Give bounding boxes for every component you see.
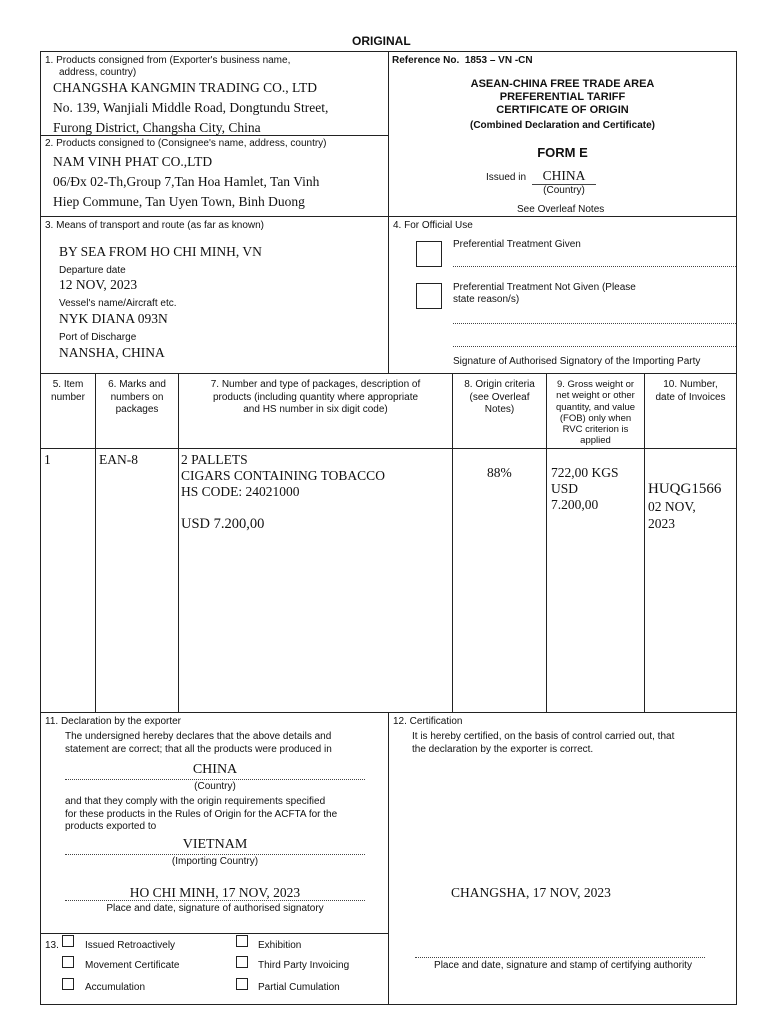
vessel-name: NYK DIANA 093N [59, 311, 168, 326]
col-description: 7. Number and type of packages, description of products (including quantity where appropriate and HS number in six digit code) [210, 379, 421, 415]
declaration-text-2: and that they comply with the origin requirements specified for these products in the Rules of Origin for the ACFTA for the products exported to [65, 796, 338, 832]
issued-in-label: Issued in [486, 172, 527, 183]
accumulation-checkbox[interactable] [62, 978, 74, 990]
third-party-invoicing-checkbox[interactable] [236, 956, 248, 968]
item-number: 1 [44, 452, 51, 467]
partial-cumulation-label: Partial Cumulation [258, 982, 340, 993]
country-caption: (Country) [194, 781, 236, 792]
issued-retroactively-label: Issued Retroactively [85, 940, 176, 951]
cert-title-1: ASEAN-CHINA FREE TRADE AREA [470, 78, 655, 90]
treatment-not-given-label-2: state reason/s) [453, 294, 520, 305]
box1-label-1: 1. Products consigned from (Exporter's business name, [45, 55, 291, 66]
cert-title-3: CERTIFICATE OF ORIGIN [496, 104, 629, 116]
col-marks: 6. Marks and numbers on packages [108, 379, 166, 415]
reference-number: 1853 – VN -CN [464, 55, 533, 66]
issued-retroactively-checkbox[interactable] [62, 935, 74, 947]
exporter-name: CHANGSHA KANGMIN TRADING CO., LTD [53, 80, 318, 95]
invoice-number: HUQG1566 [648, 481, 722, 497]
certification-text: It is hereby certified, on the basis of control carried out, that the declaration by the exporter is correct. [412, 731, 675, 755]
exporter-signature-caption: Place and date, signature of authorised signatory [106, 903, 324, 914]
importing-country: VIETNAM [182, 837, 248, 852]
issued-in-country: CHINA [542, 168, 586, 183]
importing-country-caption: (Importing Country) [171, 856, 259, 867]
partial-cumulation-checkbox[interactable] [236, 978, 248, 990]
box2-label: 2. Products consigned to (Consignee's name, address, country) [45, 138, 327, 149]
form-e-title: FORM E [537, 145, 588, 160]
accumulation-label: Accumulation [85, 982, 146, 993]
importing-signature-label: Signature of Authorised Signatory of the Importing Party [453, 356, 701, 367]
vessel-label: Vessel's name/Aircraft etc. [59, 298, 177, 309]
box11-label: 11. Declaration by the exporter [45, 716, 182, 727]
treatment-not-given-label-1: Preferential Treatment Not Given (Please [453, 282, 636, 293]
issued-country-caption: (Country) [543, 185, 585, 196]
third-party-invoicing-label: Third Party Invoicing [258, 960, 350, 971]
gross-weight-value: 722,00 KGS USD 7.200,00 [551, 465, 619, 512]
treatment-given-label: Preferential Treatment Given [453, 239, 581, 250]
certifier-signature-caption: Place and date, signature and stamp of certifying authority [434, 960, 692, 971]
overleaf-notes: See Overleaf Notes [517, 204, 605, 215]
box4-label: 4. For Official Use [393, 220, 473, 231]
port-label: Port of Discharge [59, 332, 137, 343]
box12-label: 12. Certification [393, 716, 463, 727]
consignee-address-2: Hiep Commune, Tan Uyen Town, Binh Duong [53, 194, 305, 209]
declaration-text-1: The undersigned hereby declares that the above details and statement are correct; that all the products were produced in [65, 731, 332, 755]
departure-label: Departure date [59, 265, 126, 276]
departure-date: 12 NOV, 2023 [59, 277, 138, 292]
treatment-not-given-checkbox[interactable] [416, 283, 442, 309]
col-weight-value: 9. Gross weight or net weight or other quantity, and value (FOB) only when RVC criterion is applied [555, 379, 636, 447]
certifier-place-date: CHANGSHA, 17 NOV, 2023 [451, 885, 611, 900]
invoice-date: 02 NOV, 2023 [648, 499, 696, 531]
col-origin-criteria: 8. Origin criteria (see Overleaf Notes) [464, 379, 535, 415]
treatment-given-checkbox[interactable] [416, 241, 442, 267]
exhibition-label: Exhibition [258, 940, 302, 951]
consignee-name: NAM VINH PHAT CO.,LTD [53, 154, 213, 169]
port-of-discharge: NANSHA, CHINA [59, 345, 165, 360]
box3-label: 3. Means of transport and route (as far as known) [45, 220, 264, 231]
reference-label: Reference No. [392, 55, 460, 66]
page-title: ORIGINAL [352, 34, 411, 48]
exporter-address-1: No. 139, Wanjiali Middle Road, Dongtundu Street, [53, 100, 329, 115]
exporter-place-date: HO CHI MINH, 17 NOV, 2023 [129, 885, 301, 900]
col-invoice: 10. Number, date of Invoices [655, 379, 726, 403]
package-description: 2 PALLETS CIGARS CONTAINING TOBACCO HS CODE: 24021000 [181, 452, 385, 499]
cert-subtitle: (Combined Declaration and Certificate) [469, 120, 656, 131]
reference-line [392, 55, 533, 66]
movement-certificate-label: Movement Certificate [85, 960, 180, 971]
exporter-address-2: Furong District, Changsha City, China [53, 120, 261, 135]
movement-certificate-checkbox[interactable] [62, 956, 74, 968]
marks-number: EAN-8 [99, 452, 138, 467]
cert-title-2: PREFERENTIAL TARIFF [499, 91, 626, 103]
exhibition-checkbox[interactable] [236, 935, 248, 947]
fob-value: USD 7.200,00 [181, 516, 265, 532]
transport-route: BY SEA FROM HO CHI MINH, VN [59, 244, 262, 259]
producing-country: CHINA [192, 762, 238, 777]
origin-criteria-value: 88% [487, 465, 512, 480]
box1-label-2: address, country) [59, 67, 137, 78]
col-item-number: 5. Item number [51, 379, 85, 403]
consignee-address-1: 06/Đx 02-Th,Group 7,Tan Hoa Hamlet, Tan Vinh [53, 174, 320, 189]
box13-label: 13. [45, 940, 59, 951]
